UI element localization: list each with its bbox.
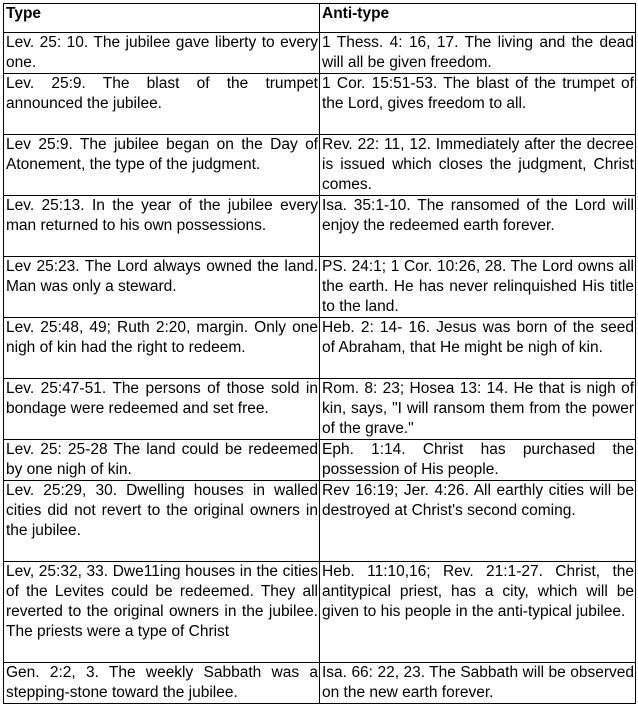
antitype-cell: 1 Cor. 15:51-53. The blast of the trumpet of the Lord, gives freedom to all.	[320, 74, 636, 135]
table-row	[4, 33, 636, 74]
table-row	[4, 74, 636, 135]
antitype-cell: Rev 16:19; Jer. 4:26. All earthly cities will be destroyed at Christ's second coming.	[320, 481, 636, 562]
table-row	[4, 257, 636, 318]
type-cell: Lev. 25:9. The blast of the trumpet announced the jubilee.	[4, 74, 320, 135]
type-cell: Lev. 25:29, 30. Dwelling houses in walled cities did not revert to the original owners in the jubilee.	[4, 481, 320, 562]
table-row	[4, 135, 636, 196]
antitype-cell: Rev. 22: 11, 12. Immediately after the decree is issued which closes the judgment, Christ comes.	[320, 135, 636, 196]
type-cell: Lev 25:23. The Lord always owned the land. Man was only a steward.	[4, 257, 320, 318]
antitype-column-header: Anti-type	[320, 4, 636, 33]
table-row	[4, 440, 636, 481]
header-row	[4, 4, 636, 33]
antitype-cell: Eph. 1:14. Christ has purchased the possession of His people.	[320, 440, 636, 481]
table-row	[4, 318, 636, 379]
type-cell: Lev 25:9. The jubilee began on the Day of Atonement, the type of the judgment.	[4, 135, 320, 196]
type-column-header: Type	[4, 4, 320, 33]
antitype-cell: PS. 24:1; 1 Cor. 10:26, 28. The Lord owns all the earth. He has never relinquished His title to the land.	[320, 257, 636, 318]
antitype-cell: Rom. 8: 23; Hosea 13: 14. He that is nigh of kin, says, "I will ransom them from the power of the grave."	[320, 379, 636, 440]
type-cell: Lev. 25: 25-28 The land could be redeemed by one nigh of kin.	[4, 440, 320, 481]
antitype-cell: Isa. 35:1-10. The ransomed of the Lord will enjoy the redeemed earth forever.	[320, 196, 636, 257]
table-row	[4, 663, 636, 704]
table-row	[4, 562, 636, 663]
table-row	[4, 481, 636, 562]
antitype-cell: Heb. 11:10,16; Rev. 21:1-27. Christ, the antitypical priest, has a city, which will be given to his people in the anti-typical jubilee.	[320, 562, 636, 663]
antitype-cell: 1 Thess. 4: 16, 17. The living and the dead will all be given freedom.	[320, 33, 636, 74]
type-cell: Lev, 25:32, 33. Dwe11ing houses in the cities of the Levites could be redeemed. They all reverted to the original owners in the jubilee. The priests were a type of Christ	[4, 562, 320, 663]
antitype-cell: Isa. 66: 22, 23. The Sabbath will be observed on the new earth forever.	[320, 663, 636, 704]
type-cell: Lev. 25:13. In the year of the jubilee every man returned to his own possessions.	[4, 196, 320, 257]
type-cell: Lev. 25:47-51. The persons of those sold in bondage were redeemed and set free.	[4, 379, 320, 440]
type-antitype-table	[3, 3, 636, 704]
type-cell: Lev. 25: 10. The jubilee gave liberty to every one.	[4, 33, 320, 74]
table-row	[4, 196, 636, 257]
antitype-cell: Heb. 2: 14- 16. Jesus was born of the seed of Abraham, that He might be nigh of kin.	[320, 318, 636, 379]
table-row	[4, 379, 636, 440]
type-cell: Lev. 25:48, 49; Ruth 2:20, margin. Only one nigh of kin had the right to redeem.	[4, 318, 320, 379]
type-cell: Gen. 2:2, 3. The weekly Sabbath was a stepping-stone toward the jubilee.	[4, 663, 320, 704]
